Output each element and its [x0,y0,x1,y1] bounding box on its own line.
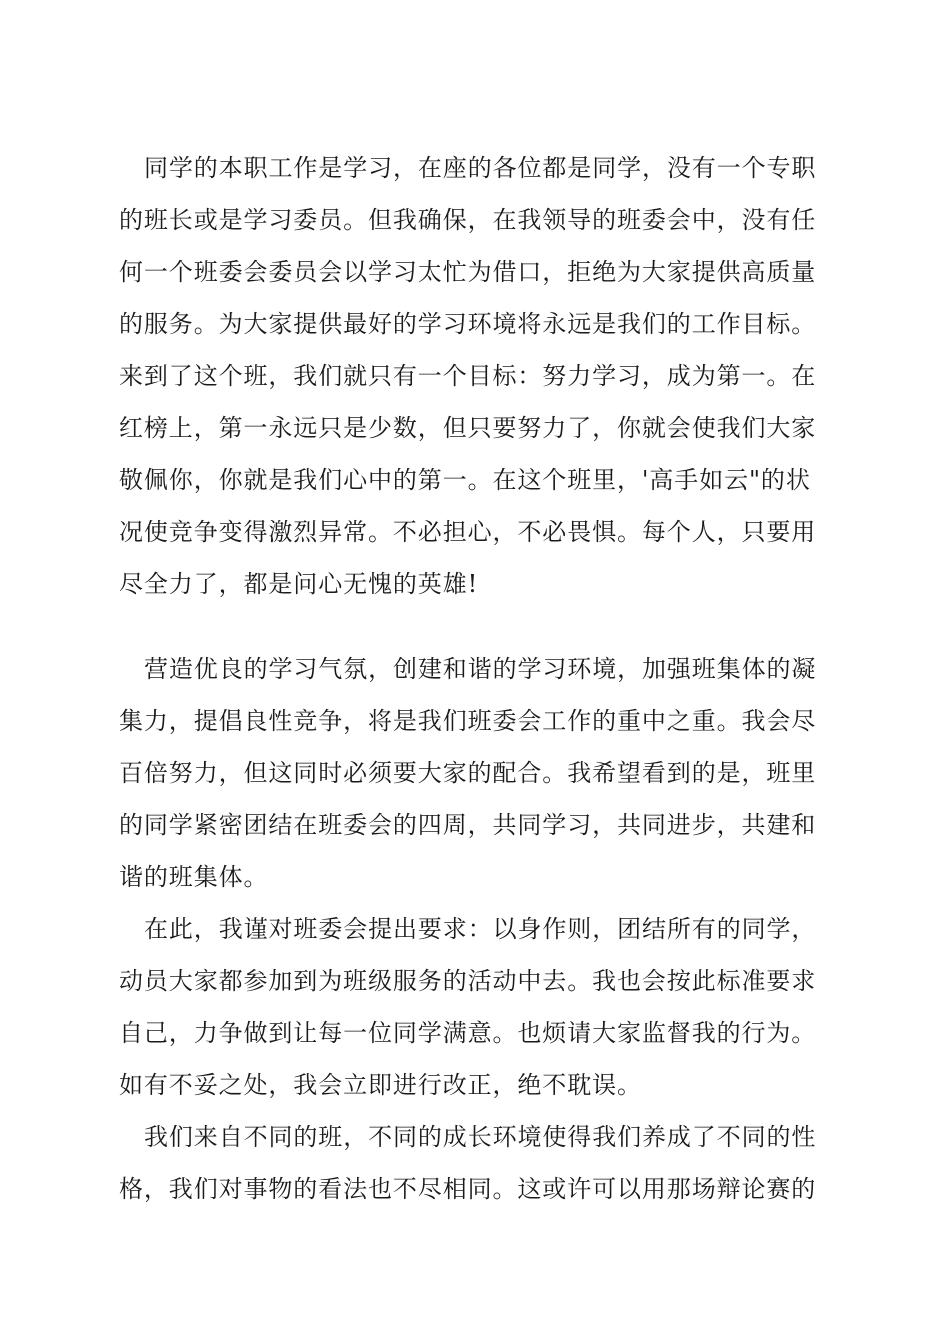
paragraph-3-line-1: 在此，我谨对班委会提出要求：以身作则，团结所有的同学， [144,915,817,943]
paragraph-1-line-3: 何一个班委会委员会以学习太忙为借口，拒绝为大家提供高质量 [119,258,817,286]
paragraph-2-line-5: 谐的班集体。 [119,863,269,891]
paragraph-3-line-2: 动员大家都参加到为班级服务的活动中去。我也会按此标准要求 [119,967,817,995]
paragraph-3-line-3: 自己，力争做到让每一位同学满意。也烦请大家监督我的行为。 [119,1019,817,1047]
paragraph-1-line-4: 的服务。为大家提供最好的学习环境将永远是我们的工作目标。 [119,310,817,338]
paragraph-4-line-1: 我们来自不同的班，不同的成长环境使得我们养成了不同的性 [144,1123,817,1151]
paragraph-1-line-2: 的班长或是学习委员。但我确保，在我领导的班委会中，没有任 [119,206,817,234]
paragraph-1-line-5: 来到了这个班，我们就只有一个目标：努力学习，成为第一。在 [119,362,817,390]
paragraph-1-line-6: 红榜上，第一永远只是少数，但只要努力了，你就会使我们大家 [119,414,817,442]
paragraph-4-line-2: 格，我们对事物的看法也不尽相同。这或许可以用那场辩论赛的 [119,1175,817,1203]
paragraph-2-line-2: 集力，提倡良性竞争，将是我们班委会工作的重中之重。我会尽 [119,707,817,735]
paragraph-2-line-3: 百倍努力，但这同时必须要大家的配合。我希望看到的是，班里 [119,759,817,787]
paragraph-1-line-7: 敬佩你，你就是我们心中的第一。在这个班里，'高手如云"的状 [119,466,811,494]
paragraph-1-line-8: 况使竞争变得激烈异常。不必担心，不必畏惧。每个人，只要用 [119,518,817,546]
paragraph-2-line-4: 的同学紧密团结在班委会的四周，共同学习，共同进步，共建和 [119,811,817,839]
paragraph-1-line-9: 尽全力了，都是问心无愧的英雄! [119,570,479,598]
paragraph-1-line-1: 同学的本职工作是学习，在座的各位都是同学，没有一个专职 [144,154,817,182]
paragraph-2-line-1: 营造优良的学习气氛，创建和谐的学习环境，加强班集体的凝 [144,655,817,683]
paragraph-3-line-4: 如有不妥之处，我会立即进行改正，绝不耽误。 [119,1071,642,1099]
